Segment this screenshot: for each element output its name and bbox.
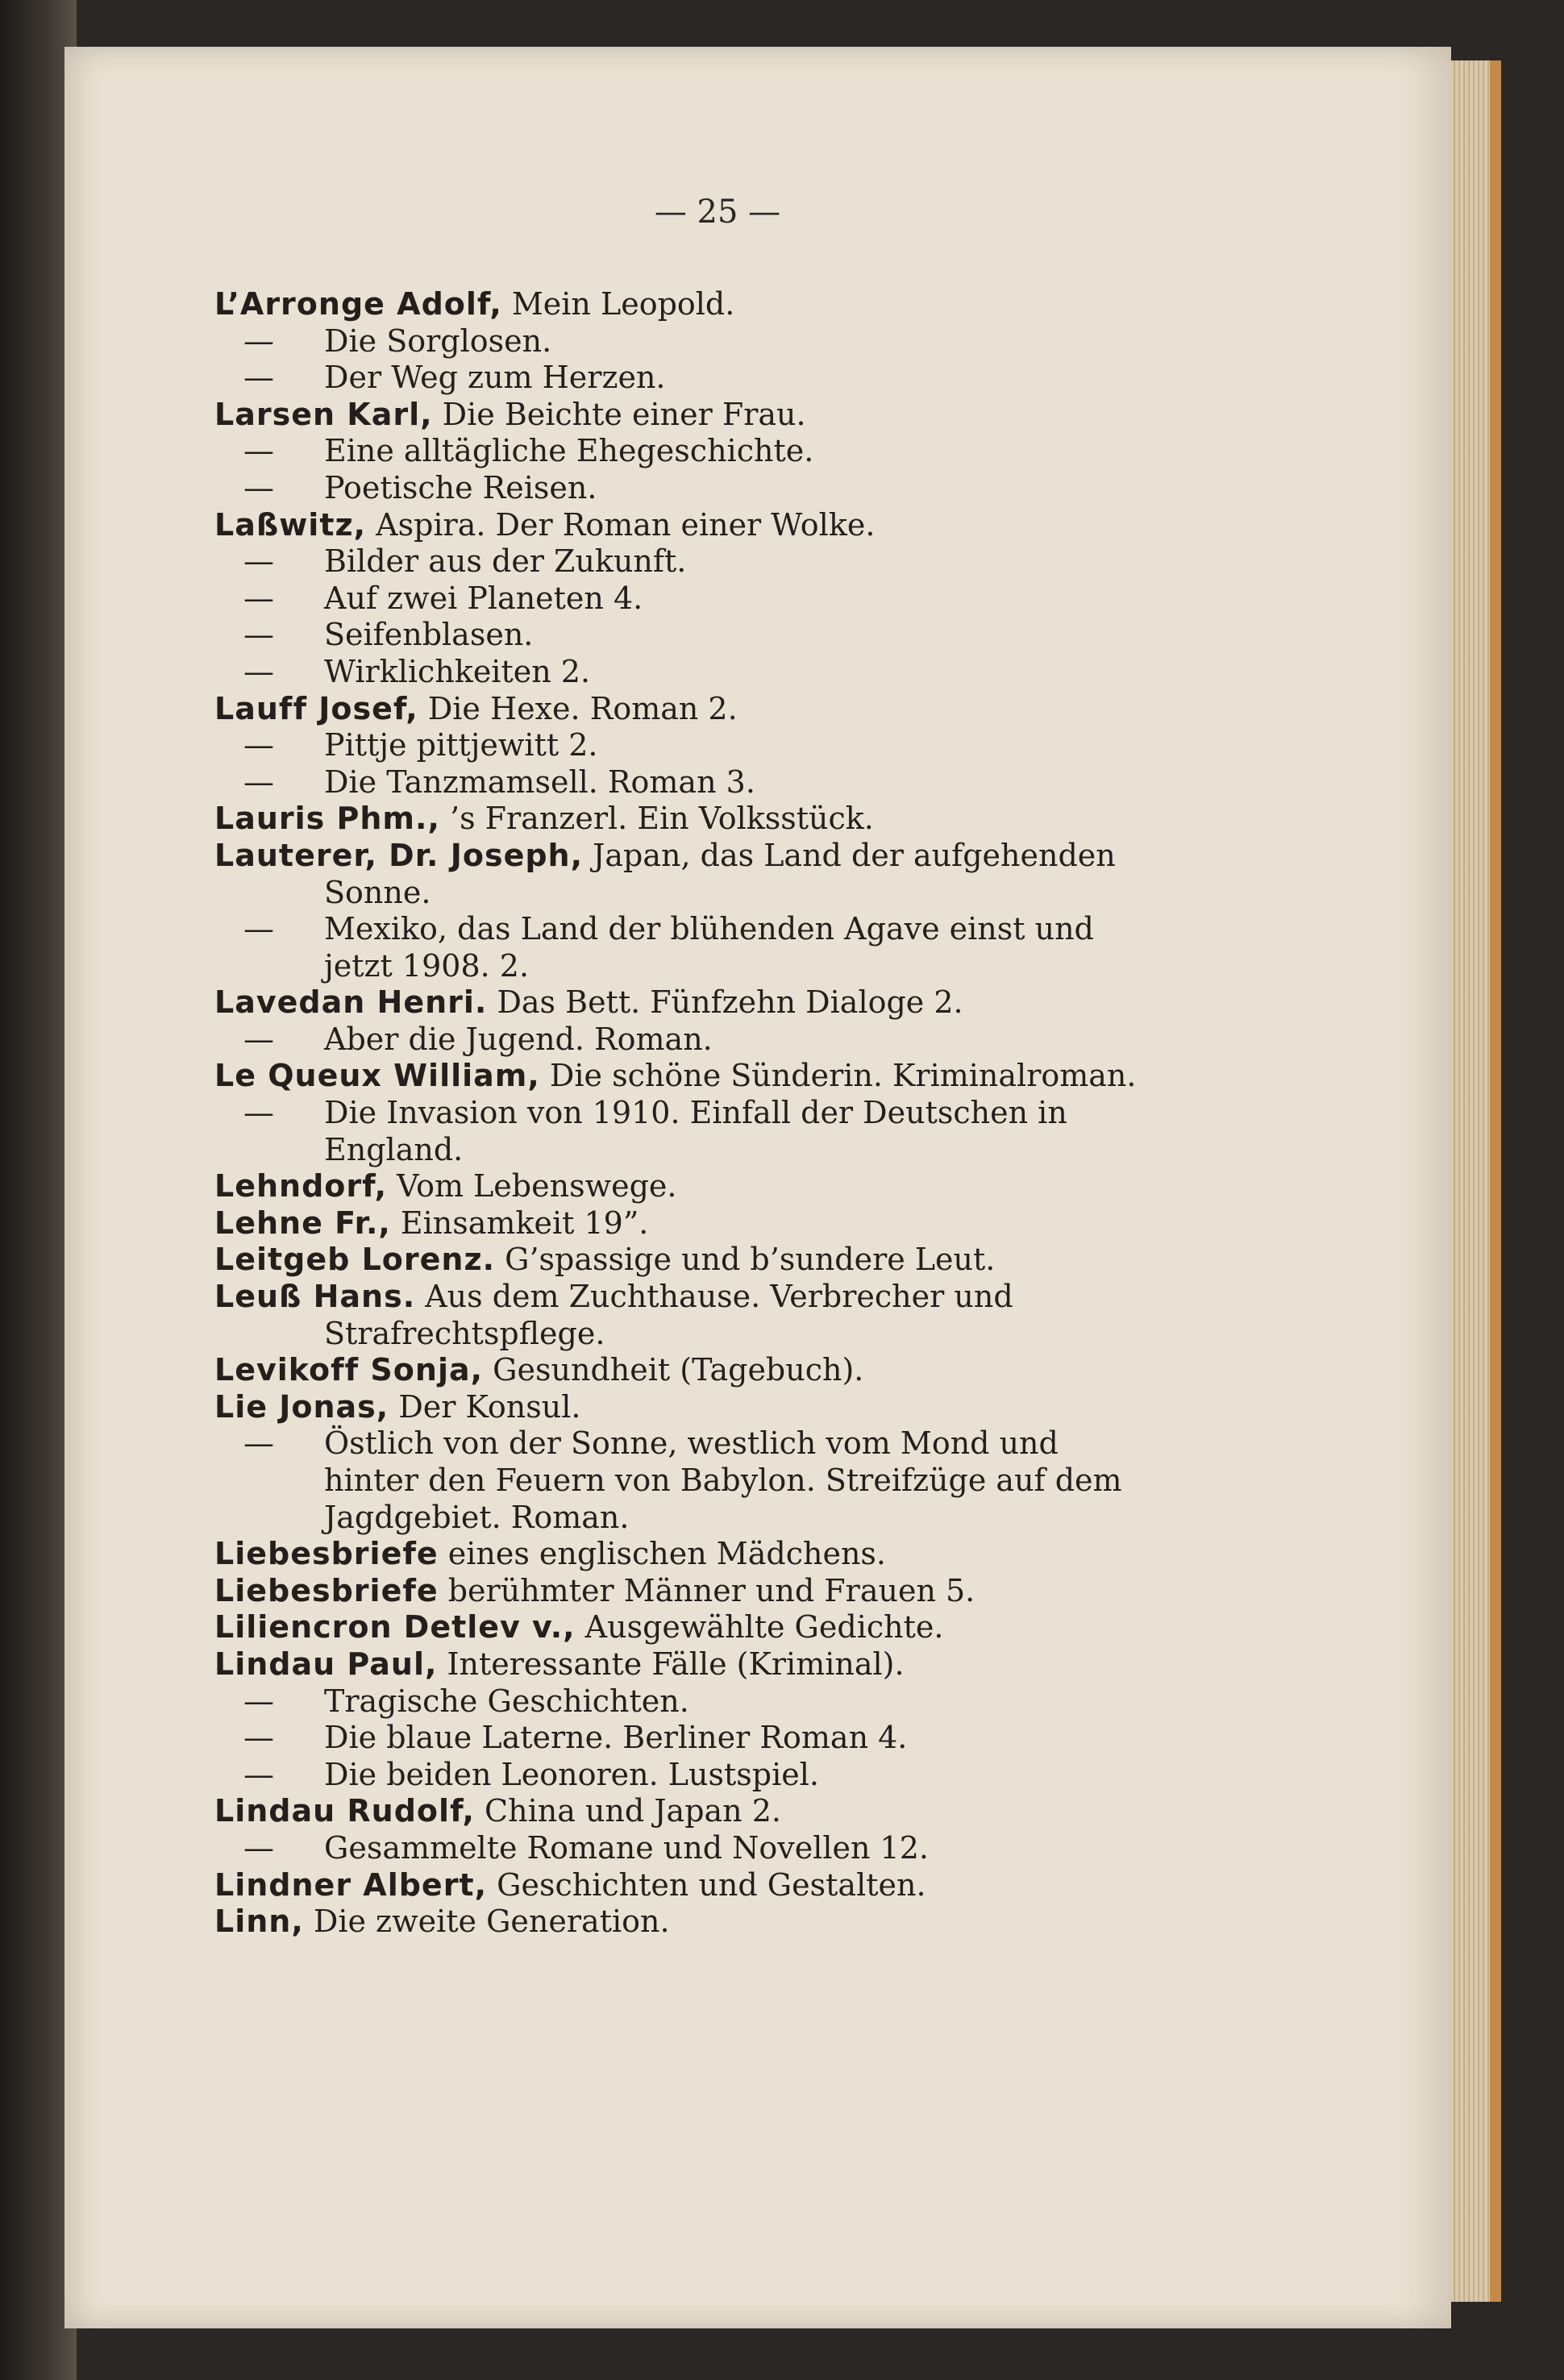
sub-entry bbox=[214, 1095, 1246, 1132]
entry-line bbox=[214, 1904, 1246, 1941]
sub-entry-text: Seifenblasen. bbox=[324, 617, 534, 653]
catalog-entry bbox=[214, 1279, 1246, 1352]
entry-author: Leuß Hans. bbox=[214, 1279, 416, 1315]
catalog-entry bbox=[214, 1573, 1246, 1610]
sub-entry bbox=[214, 654, 1246, 691]
entry-line bbox=[214, 507, 1246, 544]
entry-line bbox=[214, 1352, 1246, 1389]
entry-line bbox=[214, 286, 1246, 323]
sub-entry-text: Tragische Geschichten. bbox=[324, 1683, 689, 1719]
sub-entry-text: Die Invasion von 1910. Einfall der Deutschen in bbox=[324, 1095, 1067, 1131]
entry-author: Lindau Rudolf, bbox=[214, 1793, 475, 1829]
sub-entry-continuation bbox=[214, 1463, 1246, 1500]
em-dash: — bbox=[243, 653, 274, 689]
catalog-entry bbox=[214, 1904, 1246, 1941]
entry-line bbox=[214, 1793, 1246, 1830]
entry-title: Einsamkeit 19”. bbox=[390, 1205, 649, 1241]
entry-line bbox=[214, 1242, 1246, 1279]
em-dash: — bbox=[243, 1720, 274, 1756]
catalog-entry bbox=[214, 397, 1246, 507]
entry-title: Japan, das Land der aufgehenden bbox=[583, 837, 1116, 873]
entry-title: Die schöne Sünderin. Kriminalroman. bbox=[539, 1058, 1137, 1094]
entry-title: berühmter Männer und Frauen 5. bbox=[438, 1572, 975, 1608]
sub-entry bbox=[214, 1757, 1246, 1794]
sub-entry bbox=[214, 360, 1246, 397]
em-dash: — bbox=[243, 1756, 274, 1792]
entry-author: L’Arronge Adolf, bbox=[214, 286, 502, 322]
sub-entry-text: Die Tanzmamsell. Roman 3. bbox=[324, 764, 755, 800]
em-dash: — bbox=[243, 543, 274, 580]
sub-entry-text: Eine alltägliche Ehegeschichte. bbox=[324, 433, 814, 469]
sub-entry-text: Aber die Jugend. Roman. bbox=[324, 1021, 713, 1057]
entry-author: Lauff Josef, bbox=[214, 690, 418, 726]
sub-entry-text: Mexiko, das Land der blühenden Agave einst und bbox=[324, 911, 1094, 947]
entry-line bbox=[214, 984, 1246, 1021]
entry-line bbox=[214, 1646, 1246, 1683]
sub-entry bbox=[214, 1830, 1246, 1867]
em-dash: — bbox=[243, 617, 274, 653]
entry-author: Lehne Fr., bbox=[214, 1205, 391, 1241]
sub-entry-text: Wirklichkeiten 2. bbox=[324, 653, 591, 689]
catalog-entry bbox=[214, 1058, 1246, 1168]
catalog-entry bbox=[214, 1609, 1246, 1646]
em-dash: — bbox=[243, 1683, 274, 1719]
sub-entry-text: Poetische Reisen. bbox=[324, 469, 597, 506]
entry-line bbox=[214, 1168, 1246, 1205]
sub-entry-continuation bbox=[214, 1500, 1246, 1537]
page-edges bbox=[1451, 60, 1490, 2302]
sub-entry-text: England. bbox=[324, 1131, 464, 1167]
catalog-entry bbox=[214, 1242, 1246, 1279]
sub-entry bbox=[214, 1720, 1246, 1757]
sub-entry-text: Jagdgebiet. Roman. bbox=[324, 1499, 630, 1535]
entry-title: Vom Lebenswege. bbox=[387, 1168, 677, 1205]
entry-title: Interessante Fälle (Kriminal). bbox=[437, 1646, 905, 1682]
catalog-entry bbox=[214, 1646, 1246, 1793]
entry-author: Lehndorf, bbox=[214, 1168, 388, 1205]
entry-continuation: Strafrechtspflege. bbox=[324, 1315, 605, 1351]
entry-line bbox=[214, 1279, 1246, 1316]
catalog-entry bbox=[214, 507, 1246, 691]
sub-entry-text: Pittje pittjewitt 2. bbox=[324, 727, 598, 764]
sub-entry bbox=[214, 1021, 1246, 1059]
sub-entry-text: Auf zwei Planeten 4. bbox=[324, 580, 643, 616]
sub-entry bbox=[214, 727, 1246, 764]
entry-title: Der Konsul. bbox=[389, 1388, 581, 1425]
entry-author: Larsen Karl, bbox=[214, 396, 433, 432]
entry-line bbox=[214, 1205, 1246, 1242]
entry-author: Liebesbriefe bbox=[214, 1572, 439, 1608]
em-dash: — bbox=[243, 580, 274, 616]
em-dash: — bbox=[243, 1425, 274, 1462]
entry-continuation: Sonne. bbox=[324, 874, 431, 910]
entry-author: Laßwitz, bbox=[214, 506, 367, 543]
entry-line bbox=[214, 1867, 1246, 1904]
catalog-entry bbox=[214, 1867, 1246, 1904]
catalog-entry bbox=[214, 1793, 1246, 1866]
sub-entry bbox=[214, 433, 1246, 470]
sub-entry-text: jetzt 1908. 2. bbox=[324, 947, 530, 984]
em-dash: — bbox=[243, 469, 274, 506]
entry-author: Liebesbriefe bbox=[214, 1536, 439, 1572]
sub-entry-text: Östlich von der Sonne, westlich vom Mond und bbox=[324, 1425, 1059, 1462]
entry-author: Linn, bbox=[214, 1904, 304, 1940]
em-dash: — bbox=[243, 322, 274, 359]
sub-entry-continuation bbox=[214, 948, 1246, 985]
entry-title: ’s Franzerl. Ein Volksstück. bbox=[439, 801, 874, 837]
sub-entry bbox=[214, 911, 1246, 948]
em-dash: — bbox=[243, 727, 274, 764]
entry-line bbox=[214, 1058, 1246, 1095]
page-number: — 25 — bbox=[654, 193, 781, 231]
entry-author: Lindau Paul, bbox=[214, 1646, 438, 1682]
entry-title: Mein Leopold. bbox=[501, 286, 735, 322]
catalog-entry bbox=[214, 1536, 1246, 1573]
entry-line bbox=[214, 397, 1246, 434]
em-dash: — bbox=[243, 1095, 274, 1131]
sub-entry bbox=[214, 1425, 1246, 1463]
sub-entry-continuation bbox=[214, 1132, 1246, 1169]
catalog-entry bbox=[214, 1352, 1246, 1389]
sub-entry-text: Die Sorglosen. bbox=[324, 322, 552, 359]
sub-entry bbox=[214, 580, 1246, 618]
catalog-entries bbox=[214, 286, 1246, 1941]
catalog-entry bbox=[214, 1168, 1246, 1205]
entry-title: Gesundheit (Tagebuch). bbox=[483, 1352, 864, 1388]
catalog-entry bbox=[214, 801, 1246, 838]
em-dash: — bbox=[243, 911, 274, 947]
em-dash: — bbox=[243, 360, 274, 396]
sub-entry-text: Gesammelte Romane und Novellen 12. bbox=[324, 1829, 929, 1866]
sub-entry bbox=[214, 543, 1246, 580]
entry-title: G’spassige und b’sundere Leut. bbox=[495, 1242, 996, 1278]
sub-entry-text: Bilder aus der Zukunft. bbox=[324, 543, 687, 580]
entry-title: Die Hexe. Roman 2. bbox=[418, 690, 738, 726]
entry-author: Lindner Albert, bbox=[214, 1866, 488, 1903]
sub-entry bbox=[214, 323, 1246, 360]
entry-title: China und Japan 2. bbox=[474, 1793, 781, 1829]
sub-entry bbox=[214, 1683, 1246, 1721]
entry-title: Ausgewählte Gedichte. bbox=[575, 1609, 944, 1646]
entry-author: Liliencron Detlev v., bbox=[214, 1609, 576, 1646]
entry-title: Die zweite Generation. bbox=[303, 1904, 670, 1940]
entry-author: Lavedan Henri. bbox=[214, 984, 488, 1021]
catalog-entry bbox=[214, 286, 1246, 397]
em-dash: — bbox=[243, 433, 274, 469]
entry-author: Lie Jonas, bbox=[214, 1388, 389, 1425]
entry-author: Lauterer, Dr. Joseph, bbox=[214, 837, 584, 873]
sub-entry-text: Der Weg zum Herzen. bbox=[324, 360, 666, 396]
entry-author: Levikoff Sonja, bbox=[214, 1352, 484, 1388]
sub-entry bbox=[214, 617, 1246, 654]
catalog-entry bbox=[214, 984, 1246, 1058]
em-dash: — bbox=[243, 1021, 274, 1057]
catalog-entry bbox=[214, 1389, 1246, 1536]
em-dash: — bbox=[243, 764, 274, 800]
sub-entry-text: Die beiden Leonoren. Lustspiel. bbox=[324, 1756, 819, 1792]
catalog-entry bbox=[214, 1205, 1246, 1242]
entry-line bbox=[214, 691, 1246, 728]
entry-author: Le Queux William, bbox=[214, 1058, 540, 1094]
sub-entry-text: Die blaue Laterne. Berliner Roman 4. bbox=[324, 1720, 908, 1756]
sub-entry bbox=[214, 764, 1246, 801]
entry-line bbox=[214, 1536, 1246, 1573]
sub-entry bbox=[214, 470, 1246, 507]
em-dash: — bbox=[243, 1829, 274, 1866]
catalog-entry bbox=[214, 838, 1246, 984]
entry-title: Das Bett. Fünfzehn Dialoge 2. bbox=[487, 984, 963, 1021]
entry-title: Geschichten und Gestalten. bbox=[487, 1866, 926, 1903]
entry-line bbox=[214, 838, 1246, 875]
entry-title: Die Beichte einer Frau. bbox=[432, 396, 806, 432]
entry-line bbox=[214, 1609, 1246, 1646]
catalog-entry bbox=[214, 691, 1246, 801]
entry-line bbox=[214, 801, 1246, 838]
sub-entry-text: hinter den Feuern von Babylon. Streifzüge auf dem bbox=[324, 1463, 1122, 1498]
entry-title: Aus dem Zuchthause. Verbrecher und bbox=[415, 1279, 1013, 1315]
entry-line bbox=[214, 1573, 1246, 1610]
entry-author: Leitgeb Lorenz. bbox=[214, 1242, 496, 1278]
entry-author: Lauris Phm., bbox=[214, 801, 440, 837]
entry-title: Aspira. Der Roman einer Wolke. bbox=[366, 506, 876, 543]
entry-line bbox=[214, 1389, 1246, 1426]
entry-title: eines englischen Mädchens. bbox=[438, 1536, 886, 1572]
